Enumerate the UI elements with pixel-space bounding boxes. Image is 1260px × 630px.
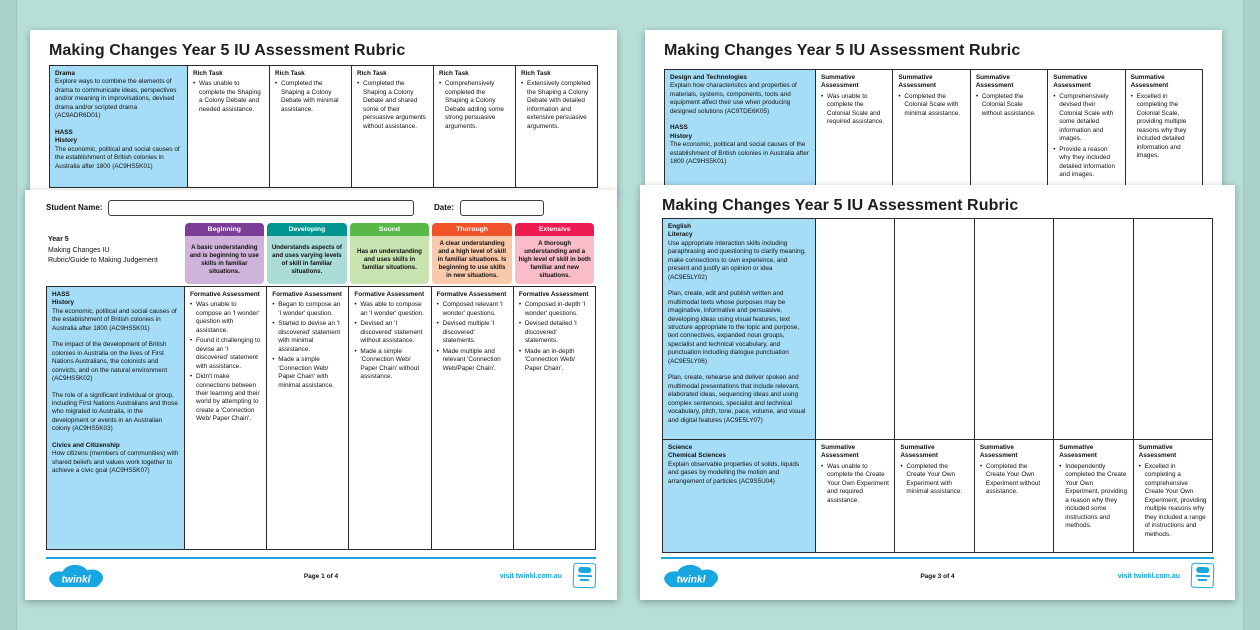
cell-heading: Rich Task (439, 70, 469, 77)
level-card-beginning (185, 223, 265, 284)
descriptor-bullet: • Devised an 'I discovered' statement without assistance. (354, 320, 425, 345)
descriptor-bullet: • Started to devise an 'I discovered' statement with minimal assistance. (272, 320, 343, 354)
criteria-cell-english (663, 219, 815, 439)
summative-cell (894, 440, 973, 552)
rich-task-table (49, 65, 598, 188)
cell-heading: Summative Assessment (1053, 74, 1091, 90)
level-description: Understands aspects of and uses varying levels of skill in familiar situations. (267, 236, 347, 284)
descriptor-bullet: • Was unable to complete the Colonial Scale and required assistance. (821, 93, 887, 127)
criteria-cell-drama-hass (50, 66, 187, 187)
page-footer (661, 557, 1214, 590)
empty-cell (1053, 219, 1132, 439)
footer-row (46, 562, 596, 590)
cell-heading: Summative Assessment (1138, 444, 1177, 460)
descriptor-bullet: • Independently completed the Create Your Own Experiment, providing a reason why they included some instructions and methods. (1059, 463, 1127, 531)
level-description: A clear understanding and a high level of skill in familiar situations. Is beginning to use skills in new situations. (432, 236, 512, 284)
criteria-text: The impact of the development of British colonies in Australia on the lives of First Nations Australians, the colonists and convicts, and on the natural environment (AC9HS5K02) (52, 341, 168, 383)
cell-heading: Summative Assessment (979, 444, 1018, 460)
summative-cell (1053, 440, 1132, 552)
level-name: Developing (267, 223, 347, 236)
descriptor-bullet: • Completed the Colonial Scale without assistance. (976, 93, 1042, 118)
descriptor-bullet: • Made a simple 'Connection Web/ Paper Chain' with minimal assistance. (272, 356, 343, 390)
descriptor-bullet: • Was unable to complete the Shaping a Colony Debate and needed assistance. (193, 80, 264, 114)
descriptor-bullet: • Made a simple 'Connection Web/ Paper Chain' without assistance. (354, 348, 425, 382)
cell-heading: Rich Task (193, 70, 223, 77)
descriptor-bullet: • Excelled in completing the Colonial Scale, providing multiple reasons why they included detailed information and images. (1131, 93, 1197, 161)
descriptor-bullet: • Composed relevant 'I wonder' questions. (437, 301, 508, 318)
cell-heading: Formative Assessment (272, 291, 342, 298)
footer-rule (661, 557, 1214, 559)
criteria-cell-science (663, 440, 815, 552)
level-name: Extensive (515, 223, 595, 236)
formative-cell-sound (348, 287, 430, 549)
descriptor-bullet: • Composed in-depth 'I wonder' questions. (519, 301, 590, 318)
criteria-text: The economic, political and social causes of the establishment of British colonies in Australia after 1800 (AC9HS5K01) (55, 145, 180, 170)
descriptor-bullet: • Began to compose an 'I wonder' question. (272, 301, 343, 318)
criteria-cell-design-tech (665, 70, 815, 187)
page-number: Page 3 of 4 (920, 572, 955, 580)
level-card-developing (267, 223, 347, 284)
criteria-text: The role of a significant individual or group, including First Nations Australians and those who migrated to Australia, in the development or events in an Australian colony (AC9HS5K03) (52, 391, 178, 433)
visit-link[interactable]: visit twinkl.com.au (1117, 572, 1180, 580)
twinkl-badge-icon (1191, 563, 1215, 589)
subject-heading: HASS (55, 128, 73, 136)
criteria-text: How citizens (members of communities) with shared beliefs and values work together to achieve a civic goal (AC9HS5K07) (52, 450, 179, 475)
summative-cell (1133, 440, 1212, 552)
cell-heading: Formative Assessment (436, 291, 507, 298)
summative-table-colonial (664, 69, 1203, 188)
rich-task-cell (269, 66, 351, 187)
summative-cell (815, 440, 894, 552)
descriptor-bullet: • Made multiple and relevant 'Connection Web/Paper Chain'. (437, 348, 508, 373)
descriptor-bullet: • Made an in-depth 'Connection Web/ Paper Chain'. (519, 348, 590, 373)
subject-subheading: Literacy (668, 231, 693, 239)
cell-heading: Summative Assessment (1130, 74, 1169, 90)
rubric-info-line: Rubric/Guide to Making Judgement (48, 257, 158, 264)
formative-assessment-table (46, 286, 596, 550)
descriptor-bullet: • Provide a reason why they included detailed information and images. (1053, 146, 1119, 180)
footer-row (661, 562, 1214, 590)
descriptor-bullet: • Extensively completed the Shaping a Colony Debate with detailed information and extensive persuasive arguments. (521, 80, 592, 131)
summative-cell (970, 70, 1047, 187)
subject-subheading: Civics and Citizenship (52, 441, 120, 449)
criteria-text: Use appropriate interaction skills including paraphrasing and questioning to clarify meaning, make connections to own experience, and present and justify an opinion or idea (AC9E5LY02) (668, 239, 806, 281)
empty-cell (894, 219, 973, 439)
cell-heading: Formative Assessment (354, 291, 425, 298)
descriptor-bullet: • Completed the Shaping a Colony Debate and shared some of their persuasive arguments without assistance. (357, 80, 428, 131)
descriptor-bullet: • Completed the Create Your Own Experiment without assistance. (980, 463, 1048, 497)
rich-task-cell (187, 66, 269, 187)
twinkl-logo-icon (661, 563, 723, 589)
level-description: A basic understanding and is beginning to use skills in familiar situations. (185, 236, 265, 284)
summative-cell (815, 70, 892, 187)
rich-task-cell (433, 66, 515, 187)
rubric-info-line: Making Changes IU (48, 246, 110, 254)
date-label: Date: (433, 203, 454, 212)
page-footer (46, 557, 596, 590)
twinkl-badge-icon (573, 563, 597, 589)
subject-heading: Drama (55, 70, 75, 77)
subject-heading: HASS (52, 291, 70, 298)
cell-heading: Rich Task (521, 70, 551, 77)
descriptor-bullet: • Devised multiple 'I discovered' statements. (437, 320, 508, 345)
descriptor-bullet: • Devised detailed 'I discovered' statements. (519, 320, 590, 345)
descriptor-bullet: • Found it challenging to devise an 'I discovered' statement with assistance. (190, 337, 261, 371)
twinkl-logo-icon (46, 563, 108, 589)
subject-subheading: History (670, 132, 693, 140)
cell-heading: Summative Assessment (1059, 444, 1097, 460)
subject-heading: Design and Technologies (670, 74, 747, 81)
criteria-text: Plan, create, rehearse and deliver spoken and multimodal presentations that include relevant, elaborated ideas, sequencing ideas and using complex sentences, specialist and technical vocabulary, pitch, tone, pace, volume, and visual and digital features (AC9E5LY07) (668, 374, 806, 424)
rubric-info-line: Year 5 (48, 236, 69, 243)
subject-subheading: History (55, 137, 78, 145)
subject-subheading: Chemical Sciences (668, 452, 726, 460)
subject-heading: English (668, 223, 692, 230)
descriptor-bullet: • Excelled in completing a comprehensive Create Your Own Experiment, providing multiple reasons why they included a range of instructions and methods. (1139, 463, 1207, 539)
cell-heading: Summative Assessment (821, 444, 859, 460)
descriptor-bullet: • Comprehensively completed the Shaping a Colony Debate adding some strong persuasive arguments. (439, 80, 510, 131)
formative-cell-extensive (513, 287, 595, 549)
summative-cell (974, 440, 1053, 552)
cell-heading: Summative Assessment (821, 74, 859, 90)
rubric-info-block (46, 223, 183, 284)
level-card-sound (350, 223, 430, 284)
descriptor-bullet: • Completed the Shaping a Colony Debate with minimal assistance. (275, 80, 346, 114)
cell-heading: Rich Task (275, 70, 305, 77)
cell-heading: Summative Assessment (898, 74, 937, 90)
page-colonial-scale (645, 30, 1222, 190)
descriptor-bullet: • Was unable to complete the Create Your Own Experiment and required assistance. (821, 463, 889, 505)
level-description: Has an understanding and uses skills in familiar situations. (350, 236, 430, 284)
descriptor-bullet: • Completed the Create Your Own Experiment with minimal assistance. (900, 463, 968, 497)
rich-task-cell (351, 66, 433, 187)
page-title: Making Changes Year 5 IU Assessment Rubric (664, 42, 1021, 59)
page-rich-task (30, 30, 617, 195)
level-card-thorough (432, 223, 512, 284)
cell-heading: Formative Assessment (518, 291, 589, 298)
descriptor-bullet: • Didn't make connections between their learning and their world by attempting to create a 'Connection Web/ Paper Chain'. (190, 373, 261, 424)
level-name: Thorough (432, 223, 512, 236)
empty-cell (1133, 219, 1212, 439)
criteria-text: The economic, political and social causes of the establishment of British colonies in Australia after 1800 (AC9HS5K01) (52, 307, 177, 332)
level-name: Beginning (185, 223, 265, 236)
descriptor-bullet: • Completed the Colonial Scale with minimal assistance. (898, 93, 964, 118)
level-name: Sound (350, 223, 430, 236)
rich-task-cell (515, 66, 597, 187)
summative-table-experiment (662, 218, 1213, 553)
cell-heading: Summative Assessment (975, 74, 1014, 90)
level-card-extensive (515, 223, 595, 284)
criteria-cell-hass (47, 287, 184, 549)
formative-cell-beginning (184, 287, 266, 549)
formative-cell-thorough (431, 287, 513, 549)
criteria-text: Explain observable properties of solids, liquids and gases by modelling the motion and arrangement of particles (AC9S5U04) (668, 460, 800, 485)
student-name-label: Student Name: (46, 203, 103, 212)
subject-subheading: History (52, 299, 75, 307)
page-english-science (640, 185, 1235, 600)
cell-heading: Formative Assessment (190, 291, 260, 298)
table-row-science (663, 439, 1212, 552)
student-name-input[interactable] (108, 200, 414, 216)
summative-cell (892, 70, 969, 187)
criteria-text: Explain how characteristics and properties of materials, systems, components, tools and equipment affect their use when producing designed solutions (AC9TDE6K05) (670, 82, 797, 115)
descriptor-bullet: • Was unable to compose an 'I wonder' question with assistance. (190, 301, 261, 335)
formative-cell-developing (266, 287, 348, 549)
summative-cell (1047, 70, 1124, 187)
level-description: A thorough understanding and a high level of skill in both familiar and new situations. (515, 236, 595, 284)
empty-cell (815, 219, 894, 439)
page-title: Making Changes Year 5 IU Assessment Rubric (49, 42, 406, 59)
summative-cell (1125, 70, 1202, 187)
page-title: Making Changes Year 5 IU Assessment Rubric (662, 197, 1019, 214)
level-header-band (46, 223, 596, 284)
criteria-text: Plan, create, edit and publish written and multimodal texts whose purposes may be imaginative, informative and persuasive, developing ideas using visual features, text structure appropriate to the topic and purpose, text connectives, expanded noun groups, specialist and technical vocabulary, and punctuation including dialogue punctuation (AC9E5LY06) (668, 290, 800, 365)
visit-link[interactable]: visit twinkl.com.au (499, 572, 562, 580)
descriptor-bullet: • Comprehensively devised their Colonial Scale with some detailed information and images. (1053, 93, 1119, 144)
subject-heading: HASS (670, 124, 688, 132)
page-rubric-guide (25, 190, 617, 600)
carousel-edge-right (1243, 0, 1260, 630)
date-input[interactable] (460, 200, 544, 216)
twinkl-logo-text: twinkl (61, 574, 91, 586)
twinkl-logo-text: twinkl (676, 574, 706, 586)
page-number: Page 1 of 4 (303, 572, 339, 580)
footer-rule (46, 557, 596, 559)
criteria-text: The economic, political and social causes of the establishment of British colonies in Australia after 1800 (AC9HS5K01) (670, 141, 809, 166)
criteria-text: Explore ways to combine the elements of drama to communicate ideas, perspectives and/or meaning in improvisations, devised drama and/or scripted drama (AC9ADR6D01) (55, 78, 177, 120)
carousel-edge-left (0, 0, 17, 630)
cell-heading: Rich Task (357, 70, 387, 77)
empty-cell (974, 219, 1053, 439)
table-row-english (663, 219, 1212, 439)
descriptor-bullet: • Was able to compose an 'I wonder' question. (354, 301, 425, 318)
cell-heading: Summative Assessment (900, 444, 939, 460)
subject-heading: Science (668, 444, 693, 451)
student-details-row (46, 200, 596, 215)
